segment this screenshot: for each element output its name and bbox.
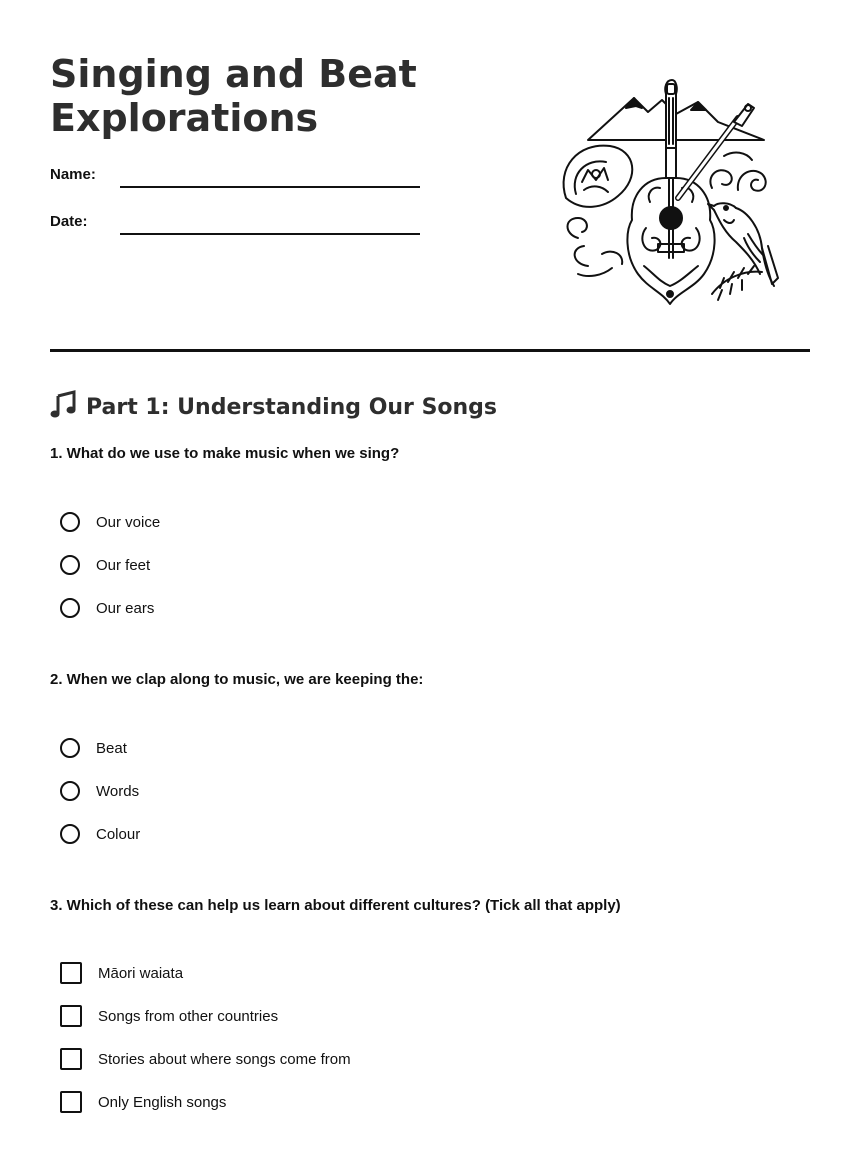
q3-option-maori-waiata[interactable] — [60, 961, 183, 985]
date-field[interactable] — [120, 233, 420, 235]
name-label: Name: — [50, 166, 96, 183]
q3-option-stories-songs[interactable] — [60, 1047, 351, 1071]
checkbox[interactable] — [60, 962, 82, 984]
radio-button[interactable] — [60, 781, 80, 801]
option-label: Our feet — [96, 556, 151, 574]
part-1-title: Part 1: Understanding Our Songs — [86, 394, 498, 420]
q1-option-our-voice[interactable] — [60, 510, 160, 534]
option-label: Stories about where songs come from — [98, 1050, 351, 1068]
option-label: Our ears — [96, 599, 155, 617]
name-field[interactable] — [120, 186, 420, 188]
q2-option-beat[interactable] — [60, 736, 127, 760]
q2-option-words[interactable] — [60, 779, 139, 803]
checkbox[interactable] — [60, 1005, 82, 1027]
part-1-heading — [50, 390, 497, 424]
music-note-icon — [50, 390, 76, 424]
question-2-text: 2. When we clap along to music, we are keeping the: — [50, 671, 424, 688]
checkbox[interactable] — [60, 1091, 82, 1113]
radio-button[interactable] — [60, 555, 80, 575]
option-label: Words — [96, 782, 140, 800]
worksheet-title — [50, 52, 470, 140]
radio-button[interactable] — [60, 512, 80, 532]
section-divider — [50, 349, 810, 352]
question-3-text: 3. Which of these can help us learn about different cultures? (Tick all that apply) — [50, 897, 621, 914]
option-label: Only English songs — [98, 1093, 227, 1111]
q2-option-colour[interactable] — [60, 822, 140, 846]
q3-option-only-english-songs[interactable] — [60, 1090, 226, 1114]
title-line-2: Explorations — [50, 96, 319, 140]
ukulele-mountains-bird-illustration — [548, 78, 788, 308]
option-label: Colour — [96, 825, 141, 843]
option-label: Our voice — [96, 513, 161, 531]
option-label: Beat — [96, 739, 127, 757]
q3-option-songs-other-countries[interactable] — [60, 1004, 278, 1028]
option-label: Songs from other countries — [98, 1007, 279, 1025]
option-label: Māori waiata — [98, 964, 184, 982]
radio-button[interactable] — [60, 824, 80, 844]
q1-option-our-ears[interactable] — [60, 596, 154, 620]
radio-button[interactable] — [60, 738, 80, 758]
checkbox[interactable] — [60, 1048, 82, 1070]
question-1-text: 1. What do we use to make music when we sing? — [50, 445, 400, 462]
date-label: Date: — [50, 213, 88, 230]
q1-option-our-feet[interactable] — [60, 553, 150, 577]
title-line-1: Singing and Beat — [50, 52, 417, 96]
radio-button[interactable] — [60, 598, 80, 618]
